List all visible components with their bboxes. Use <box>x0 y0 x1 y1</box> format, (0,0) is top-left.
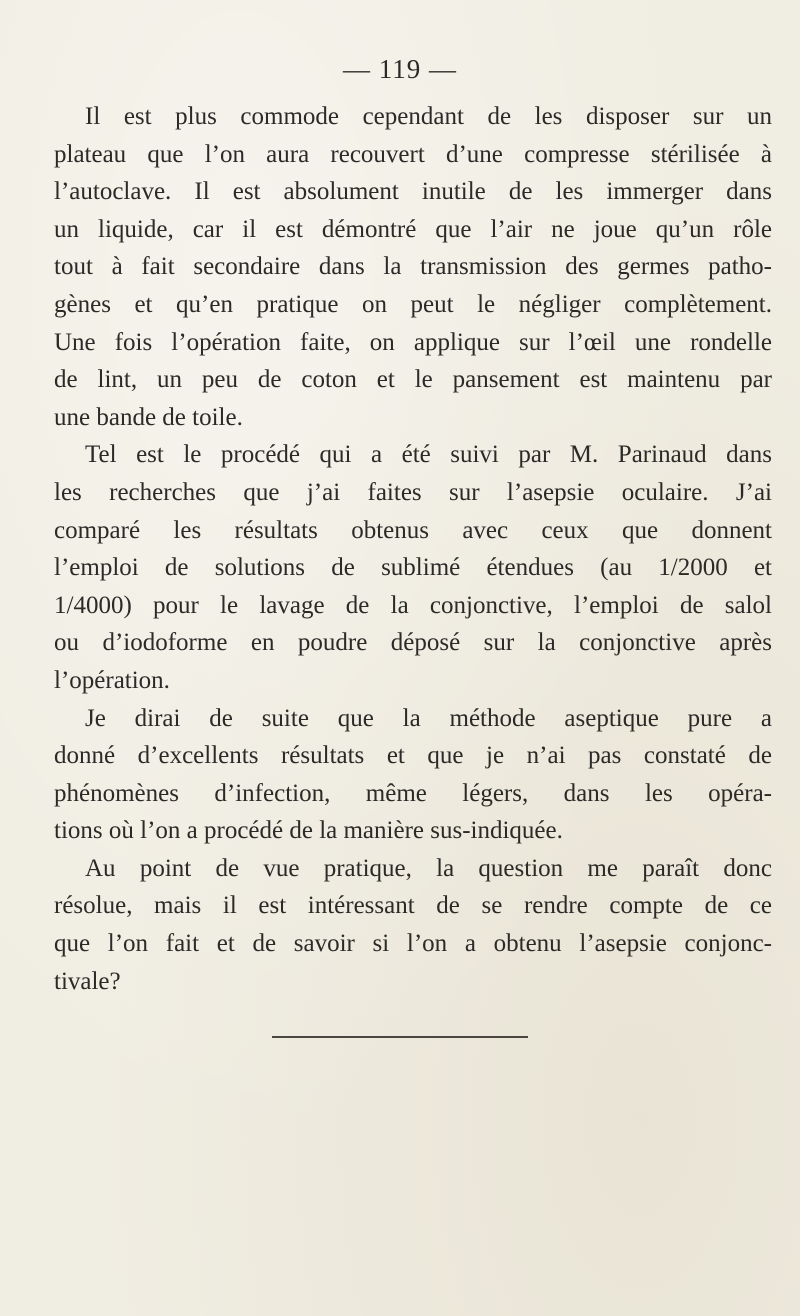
text-line: Je dirai de suite que la méthode aseptique pure a <box>85 704 772 732</box>
text-line: plateau que l’on aura recouvert d’une compresse stérilisée à <box>54 140 772 168</box>
paragraph <box>54 700 772 850</box>
text-line: un liquide, car il est démontré que l’air ne joue qu’un rôle <box>54 215 772 243</box>
text-line: les recherches que j’ai faites sur l’asepsie oculaire. J’ai <box>54 478 772 506</box>
paragraph <box>54 436 772 699</box>
paragraph <box>54 850 772 1000</box>
page-number: — 119 — <box>343 54 457 84</box>
text-line: Il est plus commode cependant de les disposer sur un <box>85 103 772 130</box>
text-line: comparé les résultats obtenus avec ceux que donnent <box>54 516 772 544</box>
text-line: ou d’iodoforme en poudre déposé sur la conjonctive après <box>54 629 772 657</box>
text-line: tivale? <box>54 967 121 995</box>
text-line: tout à fait secondaire dans la transmission des germes patho- <box>54 253 772 281</box>
section-divider <box>272 1036 528 1038</box>
text-line: donné d’excellents résultats et que je n’ai pas constaté de <box>54 742 772 770</box>
text-line: l’opération. <box>54 666 170 694</box>
text-line: une bande de toile. <box>54 403 243 431</box>
text-line: Une fois l’opération faite, on applique sur l’œil une rondelle <box>54 328 772 356</box>
text-line: que l’on fait et de savoir si l’on a obtenu l’asepsie conjonc- <box>54 930 772 958</box>
text-line: Tel est le procédé qui a été suivi par M. Parinaud dans <box>85 441 772 469</box>
text-line: l’emploi de solutions de sublimé étendues (au 1/2000 et <box>54 554 772 582</box>
text-line: de lint, un peu de coton et le pansement est maintenu par <box>54 366 772 394</box>
text-line: 1/4000) pour le lavage de la conjonctive, l’emploi de salol <box>54 591 772 619</box>
text-line: gènes et qu’en pratique on peut le négliger complètement. <box>54 290 772 318</box>
text-line: Au point de vue pratique, la question me paraît donc <box>85 854 772 882</box>
body-text <box>54 98 772 1000</box>
text-line: l’autoclave. Il est absolument inutile de les immerger dans <box>54 178 772 206</box>
text-line: tions où l’on a procédé de la manière sus-indiquée. <box>54 817 563 845</box>
text-line: phénomènes d’infection, même légers, dans les opéra- <box>54 779 772 807</box>
paragraph <box>54 98 772 436</box>
text-line: résolue, mais il est intéressant de se rendre compte de ce <box>54 892 772 920</box>
